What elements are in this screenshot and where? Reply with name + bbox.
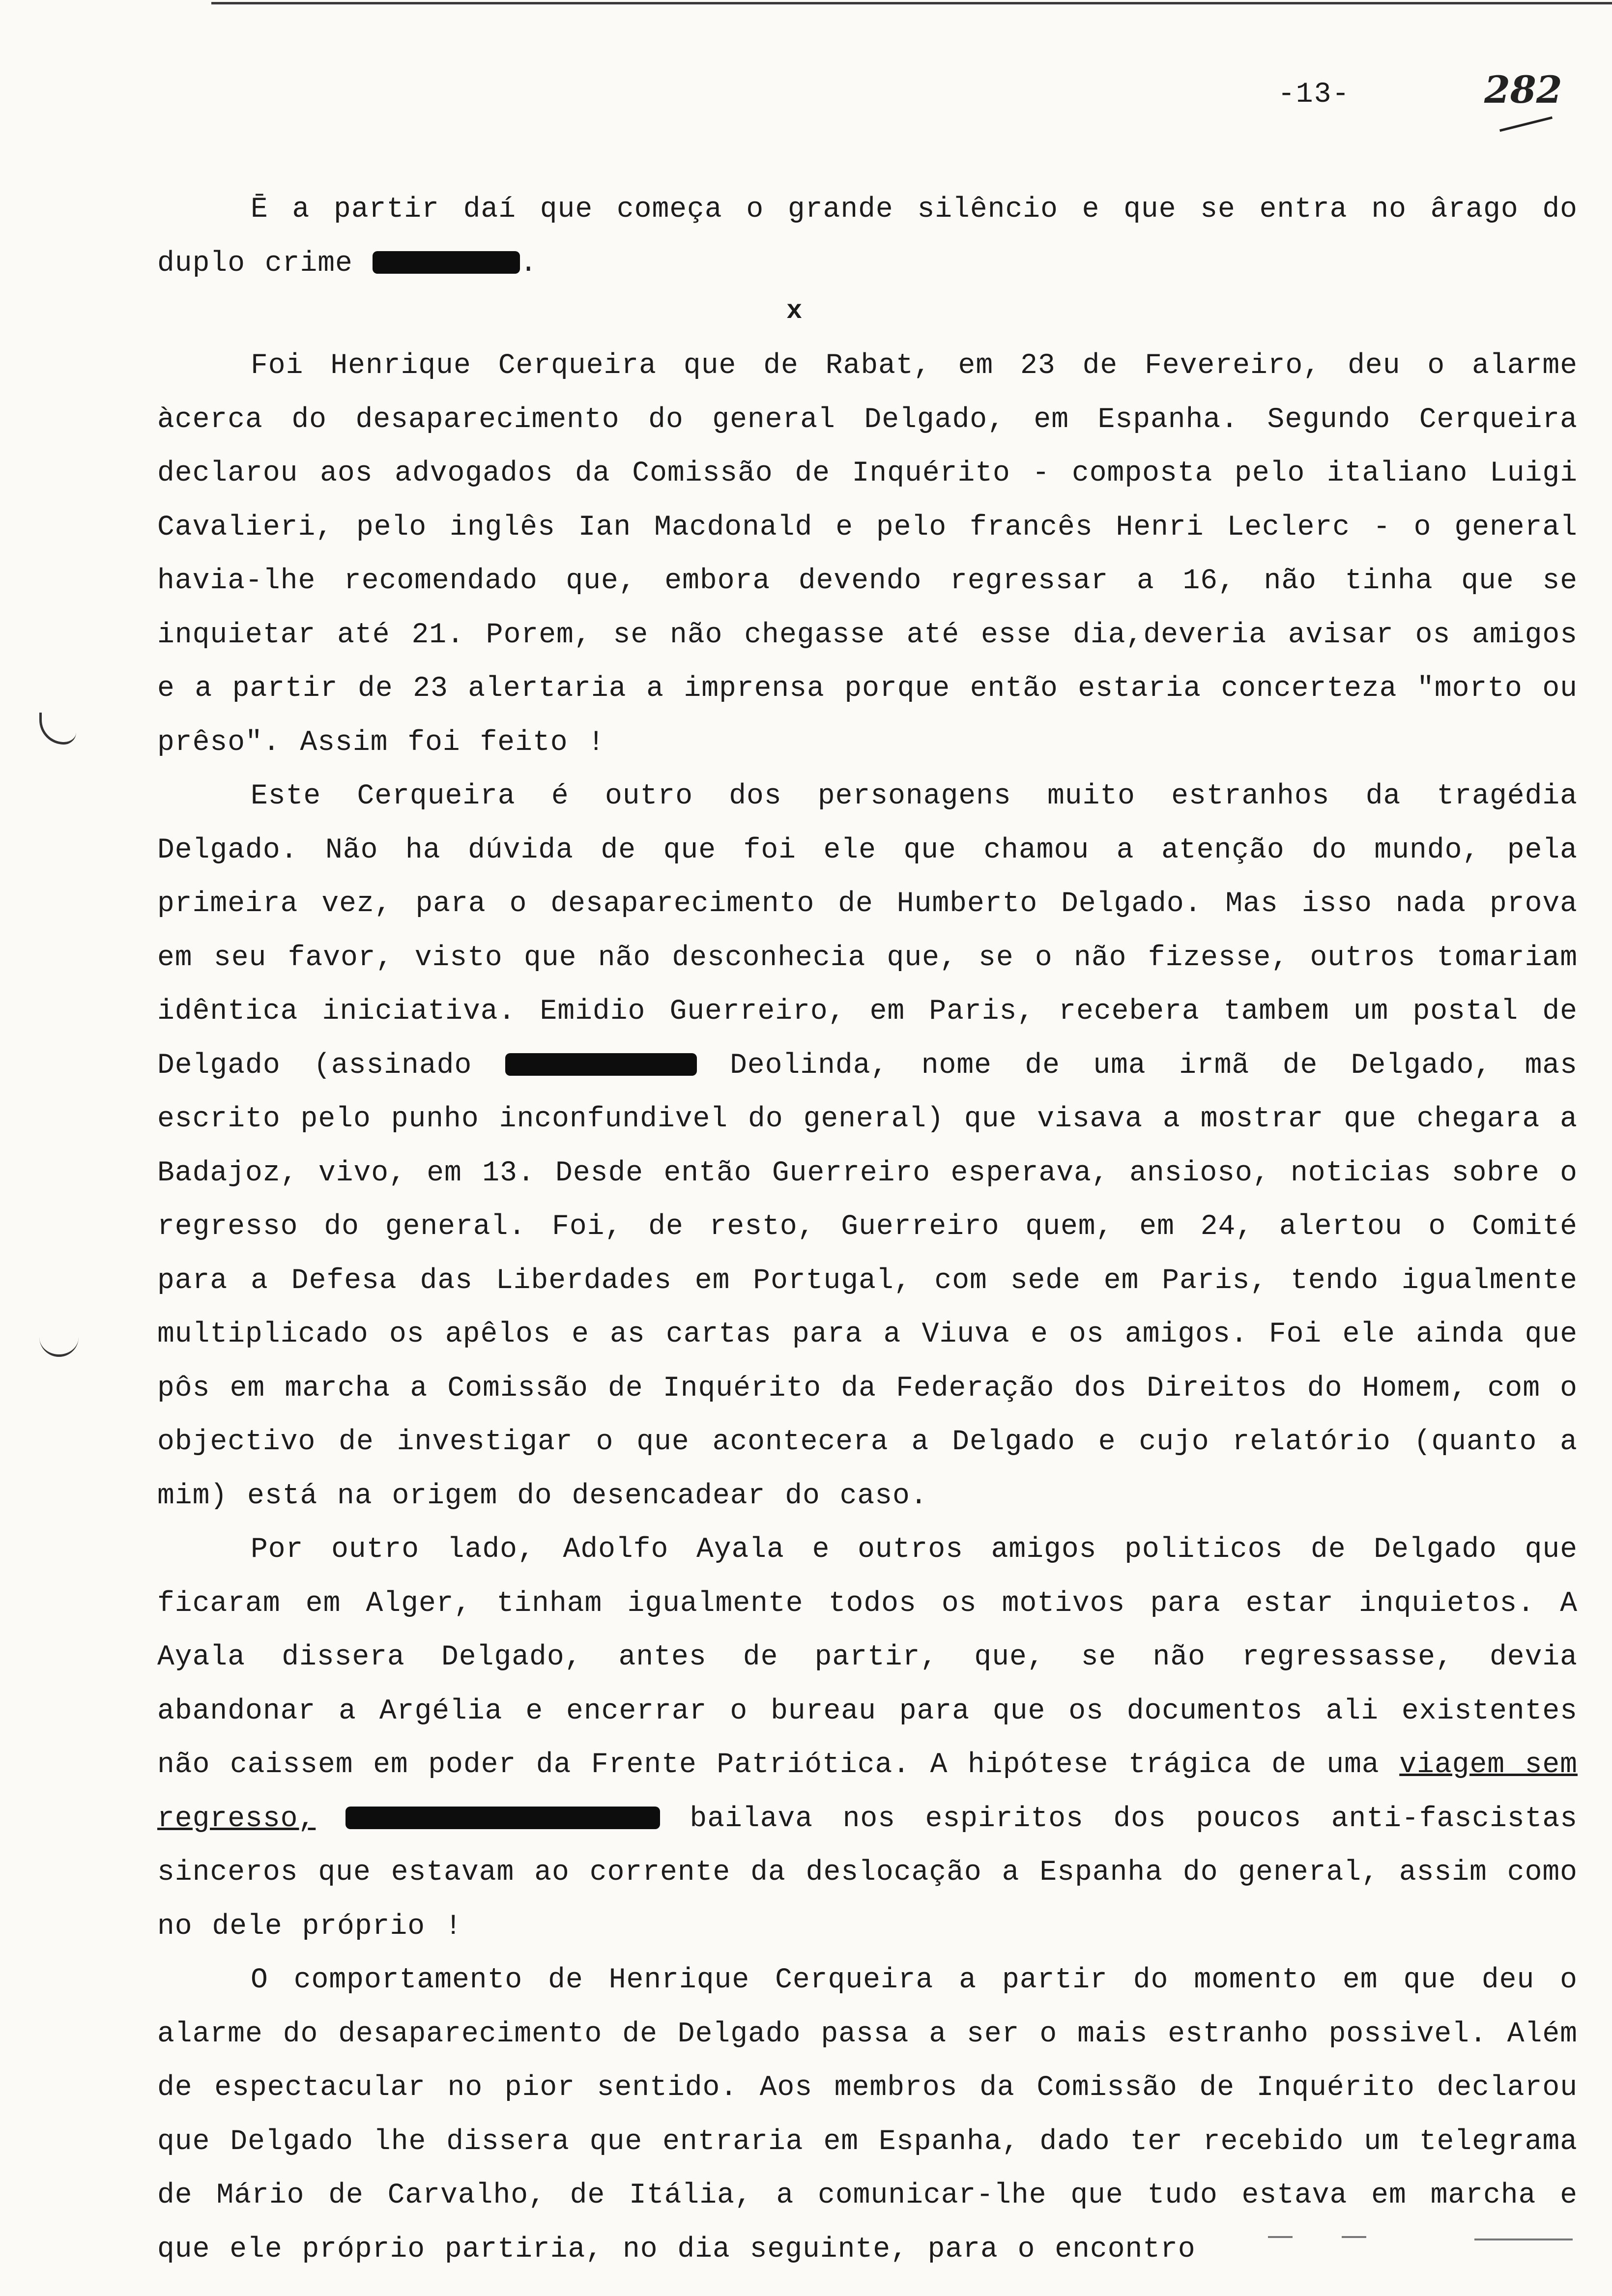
paragraph-1-end: .: [519, 247, 538, 280]
paragraph-4-text-a: Por outro lado, Adolfo Ayala e outros amigos politicos de Delgado que ficaram em Alger, tinham igualmente todos os motivos para estar inquietos. A Ayala dissera Delgado, antes de partir, que, se não regressasse, devia abandonar a Argélia e encerrar o bureau para que os documentos ali existentes não caissem em poder da Frente Patriótica. A hipótese trágica de uma: [157, 1534, 1578, 1781]
paragraph-2-text: Foi Henrique Cerqueira que de Rabat, em 23 de Fevereiro, deu o alarme àcerca do desaparecimento do general Delgado, em Espanha. Segundo Cerqueira declarou aos advogados da Comissão de Inquérito - composta pelo italiano Luigi Cavalieri, pelo inglês Ian Macdonald e pelo francês Henri Leclerc - o general havia-lhe recomendado que, embora devendo regressar a 16, não tinha que se inquietar até 21. Porem, se não chegasse até esse dia,deveria avisar os amigos e a partir de 23 alertaria a imprensa porque então estaria concerteza "morto ou prêso". Assim foi feito !: [157, 350, 1578, 759]
margin-pencil-mark: [39, 1337, 79, 1357]
paragraph-5-text: O comportamento de Henrique Cerqueira a partir do momento em que deu o alarme do desaparecimento de Delgado passa a ser o mais estranho possivel. Além de espectacular no pior sentido. Aos membros da Comissão de Inquérito declarou que Delgado lhe dissera que entraria em Espanha, dado ter recebido um telegrama de Mário de Carvalho, de Itália, a comunicar-lhe que tudo estava em marcha e que ele próprio partiria, no dia seguinte, para o encontro: [157, 1964, 1578, 2266]
redaction-bar: [373, 251, 520, 274]
paragraph-3-text-b: Deolinda, nome de uma irmã de Delgado, mas escrito pelo punho inconfundivel do general) que visava a mostrar que chegara a Badajoz, vivo, em 13. Desde então Guerreiro esperava, ansioso, noticias sobre o regresso do general. Foi, de resto, Guerreiro quem, em 24, alertou o Comité para a Defesa das Liberdades em Portugal, com sede em Paris, tendo igualmente multiplicado os apêlos e as cartas para a Viuva e os amigos. Foi ele ainda que pôs em marcha a Comissão de Inquérito da Federação dos Direitos do Homem, com o objectivo de investigar o que acontecera a Delgado e cujo relatório (quanto a mim) está na origem do desencadear do caso.: [157, 1049, 1578, 1512]
paragraph-1-text: Ē a partir daí que começa o grande silêncio e que se entra no ârago do duplo crime: [157, 194, 1578, 280]
folio-underline: [1499, 116, 1553, 132]
page-number: -13-: [1278, 79, 1351, 111]
paragraph-3-text-a: Este Cerqueira é outro dos personagens muito estranhos da tragédia Delgado. Não ha dúvida de que foi ele que chamou a atenção do mundo, pela primeira vez, para o desaparecimento de Humberto Delgado. Mas isso nada prova em seu favor, visto que não desconhecia que, se o não fizesse, outros tomariam idêntica iniciativa. Emidio Guerreiro, em Paris, recebera tambem um postal de Delgado (assinado: [157, 780, 1578, 1082]
top-rule: [211, 2, 1612, 4]
margin-pencil-mark: [39, 713, 76, 745]
bottom-dash-mark: [1268, 2236, 1293, 2238]
paragraph-1: [157, 183, 1578, 290]
paragraph-4: [157, 1523, 1578, 1953]
paragraph-4-text-b: bailava nos espiritos dos poucos anti-fascistas sinceros que estavam ao corrente da deslocação a Espanha do general, assim como no dele próprio !: [157, 1803, 1578, 1943]
bottom-dash-mark: [1342, 2236, 1366, 2238]
paragraph-3: [157, 770, 1578, 1523]
underlined-phrase: viagem sem regresso,: [157, 1749, 1578, 1835]
bottom-dash-mark: [1474, 2239, 1573, 2240]
handwritten-folio-number: 282: [1484, 68, 1562, 112]
paragraph-1-block: [157, 183, 1578, 290]
section-separator: x: [786, 296, 803, 326]
redaction-bar: [505, 1053, 697, 1076]
redaction-bar: [345, 1807, 660, 1829]
paragraph-2: [157, 339, 1578, 770]
body-text: [157, 339, 1578, 2276]
paragraph-5: [157, 1953, 1578, 2276]
